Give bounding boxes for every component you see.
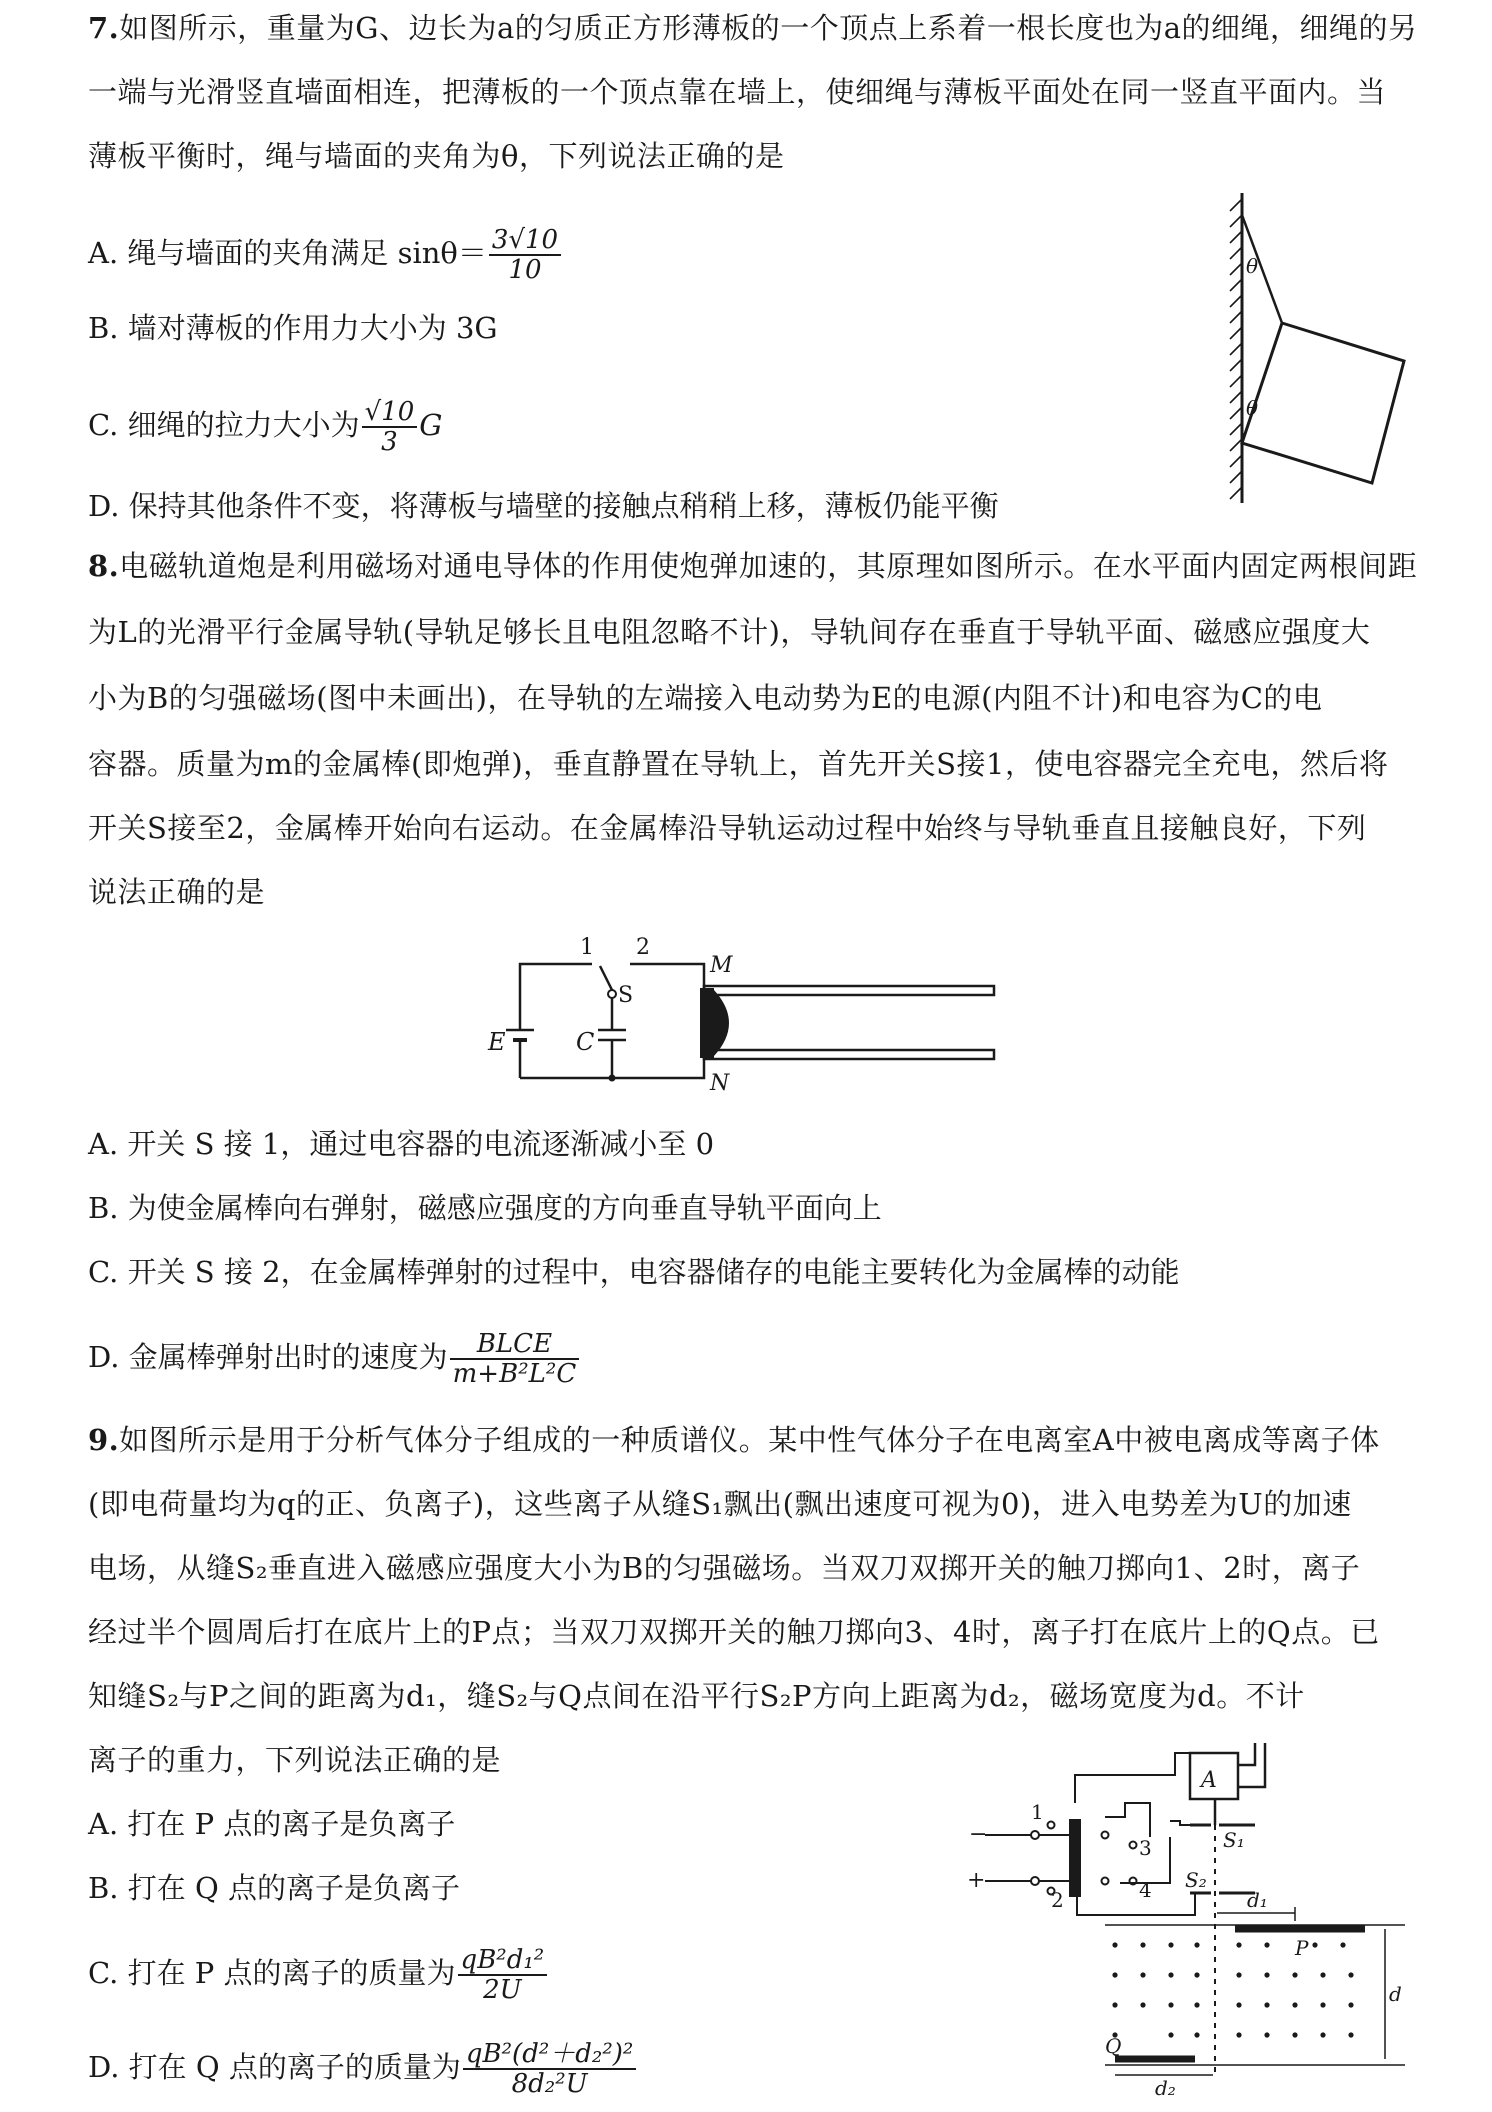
label-p: P <box>1295 1936 1309 1960</box>
q9-option-b[interactable]: B. 打在 Q 点的离子是负离子 <box>88 1871 460 1905</box>
q9-d-fraction: $\frac{\text{qB²(d²＋d₂²)²}}{\text{8d₂²U}}$ <box>463 2040 636 2098</box>
label-3: 3 <box>1139 1836 1152 1860</box>
q8-number: 8. <box>88 549 120 583</box>
rail-n <box>704 1050 994 1059</box>
switch-label-s: S <box>618 983 634 1008</box>
theta-label-top: θ <box>1246 254 1259 278</box>
wall-hatching <box>1230 199 1242 499</box>
q7-c-fraction: $\frac{√10}{3}$ <box>362 398 418 456</box>
q7-figure-wall-plate <box>1220 185 1420 515</box>
q8-line-4: 容器。质量为m的金属棒(即炮弹)，垂直静置在导轨上，首先开关S接1，使电容器完全充电，然后将 <box>88 747 1389 781</box>
square-plate <box>1242 323 1404 483</box>
label-4: 4 <box>1139 1878 1152 1902</box>
rail-label-n: N <box>710 1071 730 1096</box>
switch-label-2: 2 <box>636 935 650 960</box>
q9-number: 9. <box>88 1423 120 1457</box>
q9-option-a[interactable]: A. 打在 P 点的离子是负离子 <box>88 1807 456 1841</box>
q8-line-2: 为L的光滑平行金属导轨(导轨足够长且电阻忽略不计)，导轨间存在垂直于导轨平面、磁感应强度大 <box>88 615 1371 649</box>
capacitor-label-c: C <box>576 1028 595 1056</box>
label-d2: d₂ <box>1155 2076 1176 2100</box>
q8-figure-railgun-circuit <box>480 930 1010 1100</box>
switch-label-1: 1 <box>580 935 594 960</box>
q9-line-6: 离子的重力，下列说法正确的是 <box>88 1743 502 1777</box>
q7-option-c[interactable]: C. 细绳的拉力大小为 $\frac{√10}{3}$ G <box>88 397 443 457</box>
q9-option-c[interactable]: C. 打在 P 点的离子的质量为 $\frac{\text{qB²d₁²}}{2U}$ <box>88 1946 549 2004</box>
label-a: A <box>1201 1768 1217 1793</box>
label-q: Q <box>1105 2034 1122 2058</box>
q8-line-5: 开关S接至2，金属棒开始向右运动。在金属棒沿导轨运动过程中始终与导轨垂直且接触良好，下列 <box>88 811 1367 845</box>
projectile-head <box>714 990 729 1056</box>
q8-option-b[interactable]: B. 为使金属棒向右弹射，磁感应强度的方向垂直导轨平面向上 <box>88 1191 882 1225</box>
label-minus: − <box>969 1822 988 1847</box>
q8-option-d[interactable]: D. 金属棒弹射出时的速度为 $\frac{\text{BLCE}}{\text{m+B²L²C}}$ <box>88 1330 581 1388</box>
magnetic-field-dots <box>1112 1942 1353 2037</box>
label-d: d <box>1389 1982 1402 2006</box>
q9-figure-mass-spectrometer <box>965 1735 1405 2100</box>
label-1: 1 <box>1031 1800 1044 1824</box>
rail-label-m: M <box>710 953 733 978</box>
q7-option-b[interactable]: B. 墙对薄板的作用力大小为 3G <box>88 311 498 345</box>
label-2: 2 <box>1051 1888 1064 1912</box>
q9-line-1: 9.如图所示是用于分析气体分子组成的一种质谱仪。某中性气体分子在电离室A中被电离成等离子体 <box>88 1423 1380 1457</box>
q7-a-fraction: $\frac{3√10}{10}$ <box>489 226 561 284</box>
switch-blade-bar <box>1069 1819 1081 1897</box>
q9-line-5: 知缝S₂与P之间的距离为d₁，缝S₂与Q点间在沿平行S₂P方向上距离为d₂，磁场宽度为d。不计 <box>88 1679 1305 1713</box>
switch-blade <box>600 966 612 990</box>
metal-rod <box>700 988 714 1058</box>
q7-option-d[interactable]: D. 保持其他条件不变，将薄板与墙壁的接触点稍稍上移，薄板仍能平衡 <box>88 489 999 523</box>
q7-number: 7. <box>88 11 120 45</box>
label-s2: S₂ <box>1185 1868 1207 1892</box>
label-s1: S₁ <box>1223 1828 1245 1852</box>
q8-d-fraction: $\frac{\text{BLCE}}{\text{m+B²L²C}}$ <box>450 1330 580 1388</box>
q9-option-d[interactable]: D. 打在 Q 点的离子的质量为 $\frac{\text{qB²(d²＋d₂²)²}}{\text{8d₂²U}}$ <box>88 2040 638 2098</box>
q8-option-c[interactable]: C. 开关 S 接 2，在金属棒弹射的过程中，电容器储存的电能主要转化为金属棒的动能 <box>88 1255 1180 1289</box>
q7-option-a[interactable]: A. 绳与墙面的夹角满足 sinθ＝ $\frac{3√10}{10}$ <box>88 226 563 284</box>
q7-line-2: 一端与光滑竖直墙面相连，把薄板的一个顶点靠在墙上，使细绳与薄板平面处在同一竖直平面内。当 <box>88 75 1387 109</box>
q9-line-4: 经过半个圆周后打在底片上的P点；当双刀双掷开关的触刀掷向3、4时，离子打在底片上的Q点。已 <box>88 1615 1380 1649</box>
q7-line-1: 7.如图所示，重量为G、边长为a的匀质正方形薄板的一个顶点上系着一根长度也为a的细绳，细绳的另 <box>88 11 1418 45</box>
q9-line-2: (即电荷量均为q的正、负离子)，这些离子从缝S₁飘出(飘出速度可视为0)，进入电势差为U的加速 <box>88 1487 1352 1521</box>
q8-option-a[interactable]: A. 开关 S 接 1，通过电容器的电流逐渐减小至 0 <box>88 1127 715 1161</box>
q9-c-fraction: $\frac{\text{qB²d₁²}}{2U}$ <box>458 1946 548 2004</box>
rail-m <box>704 986 994 995</box>
q9-line-3: 电场，从缝S₂垂直进入磁感应强度大小为B的匀强磁场。当双刀双掷开关的触刀掷向1、2时，离子 <box>88 1551 1361 1585</box>
battery-label-e: E <box>488 1028 506 1056</box>
q8-line-1: 8.电磁轨道炮是利用磁场对通电导体的作用使炮弹加速的，其原理如图所示。在水平面内固定两根间距 <box>88 549 1418 583</box>
label-d1: d₁ <box>1247 1888 1268 1912</box>
q8-line-6: 说法正确的是 <box>88 875 266 909</box>
q7-line-3: 薄板平衡时，绳与墙面的夹角为θ，下列说法正确的是 <box>88 139 785 173</box>
q8-line-3: 小为B的匀强磁场(图中未画出)，在导轨的左端接入电动势为E的电源(内阻不计)和电容为C的电 <box>88 681 1323 715</box>
label-plus: + <box>967 1868 986 1893</box>
theta-label-bottom: θ <box>1246 396 1259 420</box>
